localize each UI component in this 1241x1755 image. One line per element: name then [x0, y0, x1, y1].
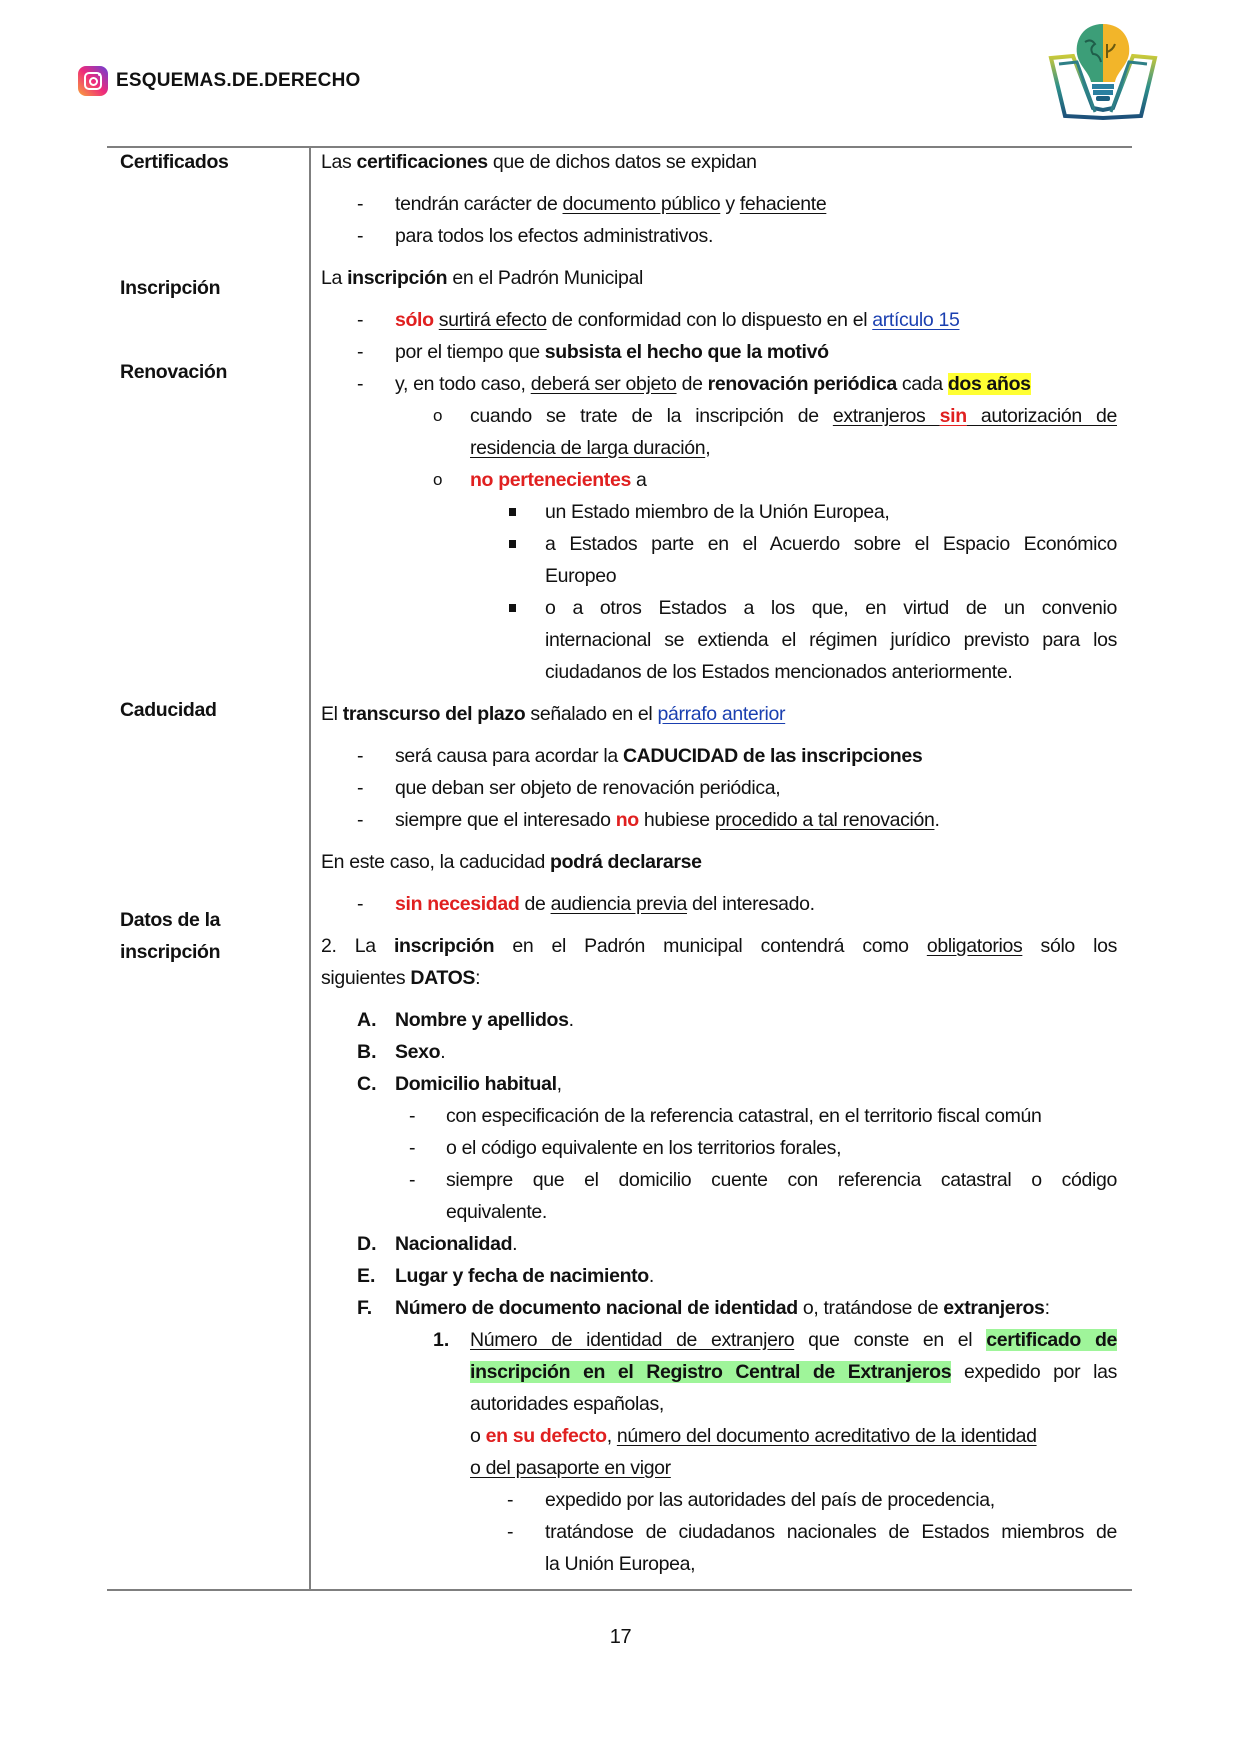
brain-lightbulb-book-logo [1043, 18, 1163, 126]
datos-item-c: Domicilio habitual, [395, 1073, 562, 1095]
inscripcion-subsub-3-line3: ciudadanos de los Estados mencionados anteriormente. [545, 661, 1013, 683]
domicilio-sub-3-line1: siempre que el domicilio cuente con referencia catastral o código [446, 1169, 1117, 1191]
dash-bullet: - [507, 1521, 514, 1543]
pasaporte-sub-2-line1: tratándose de ciudadanos nacionales de Estados miembros de [545, 1521, 1117, 1543]
inscripcion-bullet-3: y, en todo caso, deberá ser objeto de renovación periódica cada dos años [395, 373, 1031, 395]
table-bottom-border [107, 1589, 1132, 1591]
list-letter: D. [357, 1233, 377, 1255]
dash-bullet: - [357, 309, 364, 331]
caducidad-bullet-4: sin necesidad de audiencia previa del interesado. [395, 893, 815, 915]
dash-bullet: - [409, 1105, 416, 1127]
inscripcion-subsub-2-line1: a Estados parte en el Acuerdo sobre el Espacio Económico [545, 533, 1117, 555]
column-divider [309, 147, 311, 1590]
inscripcion-bullet-2: por el tiempo que subsista el hecho que la motivó [395, 341, 829, 363]
certificados-intro: Las certificaciones que de dichos datos se expidan [321, 151, 757, 173]
list-letter: B. [357, 1041, 377, 1063]
caducidad-bullet-1: será causa para acordar la CADUCIDAD de las inscripciones [395, 745, 923, 767]
circle-bullet: o [433, 406, 443, 425]
caducidad-bullet-3: siempre que el interesado no hubiese procedido a tal renovación. [395, 809, 940, 831]
caducidad-intro: El transcurso del plazo señalado en el párrafo anterior [321, 703, 786, 725]
label-datos-line2: inscripción [120, 941, 221, 963]
inscripcion-sub-1-line2: residencia de larga duración, [470, 437, 711, 459]
extranjero-item-1-line3: autoridades españolas, [470, 1393, 664, 1415]
datos-item-d: Nacionalidad. [395, 1233, 518, 1255]
extranjero-item-1-line4: o en su defecto, número del documento acreditativo de la identidad [470, 1425, 1037, 1447]
link-parrafo-anterior[interactable]: párrafo anterior [657, 703, 786, 725]
extranjero-item-1-line5: o del pasaporte en vigor [470, 1457, 671, 1479]
extranjero-item-1-line2: inscripción en el Registro Central de Extranjeros expedido por las [470, 1361, 1117, 1383]
datos-intro-line2: siguientes DATOS: [321, 967, 481, 989]
label-certificados: Certificados [120, 151, 229, 173]
datos-item-f: Número de documento nacional de identidad o, tratándose de extranjeros: [395, 1297, 1050, 1319]
dash-bullet: - [357, 225, 364, 247]
dash-bullet: - [357, 777, 364, 799]
domicilio-sub-1: con especificación de la referencia catastral, en el territorio fiscal común [446, 1105, 1042, 1127]
square-bullet [509, 540, 516, 548]
dash-bullet: - [357, 341, 364, 363]
inscripcion-sub-1-line1: cuando se trate de la inscripción de extranjeros sin autorización de [470, 405, 1117, 427]
dash-bullet: - [357, 373, 364, 395]
caducidad-paragraph-2: En este caso, la caducidad podrá declararse [321, 851, 702, 873]
pasaporte-sub-1: expedido por las autoridades del país de procedencia, [545, 1489, 995, 1511]
link-articulo-15[interactable]: artículo 15 [872, 309, 960, 331]
list-letter: A. [357, 1009, 377, 1031]
dash-bullet: - [357, 745, 364, 767]
pasaporte-sub-2-line2: la Unión Europea, [545, 1553, 696, 1575]
dash-bullet: - [357, 193, 364, 215]
list-letter: F. [357, 1297, 373, 1319]
dash-bullet: - [507, 1489, 514, 1511]
square-bullet [509, 604, 516, 612]
datos-item-e: Lugar y fecha de nacimiento. [395, 1265, 654, 1287]
inscripcion-intro: La inscripción en el Padrón Municipal [321, 267, 643, 289]
dash-bullet: - [409, 1137, 416, 1159]
label-inscripcion: Inscripción [120, 277, 221, 299]
certificados-bullet-2: para todos los efectos administrativos. [395, 225, 714, 247]
page-number: 17 [609, 1626, 632, 1648]
list-number: 1. [433, 1329, 450, 1351]
inscripcion-subsub-3-line2: internacional se extienda el régimen jurídico previsto para los [545, 629, 1117, 651]
highlight-dos-anos: dos años [947, 373, 1031, 395]
datos-item-b: Sexo. [395, 1041, 446, 1063]
certificados-bullet-1: tendrán carácter de documento público y fehaciente [395, 193, 827, 215]
brand-name: ESQUEMAS.DE.DERECHO [116, 70, 361, 91]
caducidad-bullet-2: que deban ser objeto de renovación periódica, [395, 777, 781, 799]
inscripcion-bullet-1: sólo surtirá efecto de conformidad con lo dispuesto en el artículo 15 [395, 309, 960, 331]
inscripcion-sub-2: no pertenecientes a [470, 469, 647, 491]
domicilio-sub-2: o el código equivalente en los territorios forales, [446, 1137, 842, 1159]
dash-bullet: - [409, 1169, 416, 1191]
inscripcion-subsub-2-line2: Europeo [545, 565, 617, 587]
brand-header [78, 66, 361, 96]
label-datos-line1: Datos de la [120, 909, 221, 931]
inscripcion-subsub-3-line1: o a otros Estados a los que, en virtud de un convenio [545, 597, 1117, 619]
list-letter: E. [357, 1265, 376, 1287]
datos-item-a: Nombre y apellidos. [395, 1009, 574, 1031]
square-bullet [509, 508, 516, 516]
inscripcion-subsub-1: un Estado miembro de la Unión Europea, [545, 501, 890, 523]
label-caducidad: Caducidad [120, 699, 217, 721]
extranjero-item-1-line1: Número de identidad de extranjero que conste en el certificado de [470, 1329, 1117, 1351]
highlight-registro-central: inscripción en el Registro Central de Extranjeros [470, 1361, 952, 1383]
list-letter: C. [357, 1073, 377, 1095]
label-renovacion: Renovación [120, 361, 228, 383]
datos-intro-line1: 2. La inscripción en el Padrón municipal contendrá como obligatorios sólo los [321, 935, 1117, 957]
domicilio-sub-3-line2: equivalente. [446, 1201, 547, 1223]
dash-bullet: - [357, 809, 364, 831]
dash-bullet: - [357, 893, 364, 915]
instagram-icon [78, 66, 108, 96]
circle-bullet: o [433, 470, 443, 489]
